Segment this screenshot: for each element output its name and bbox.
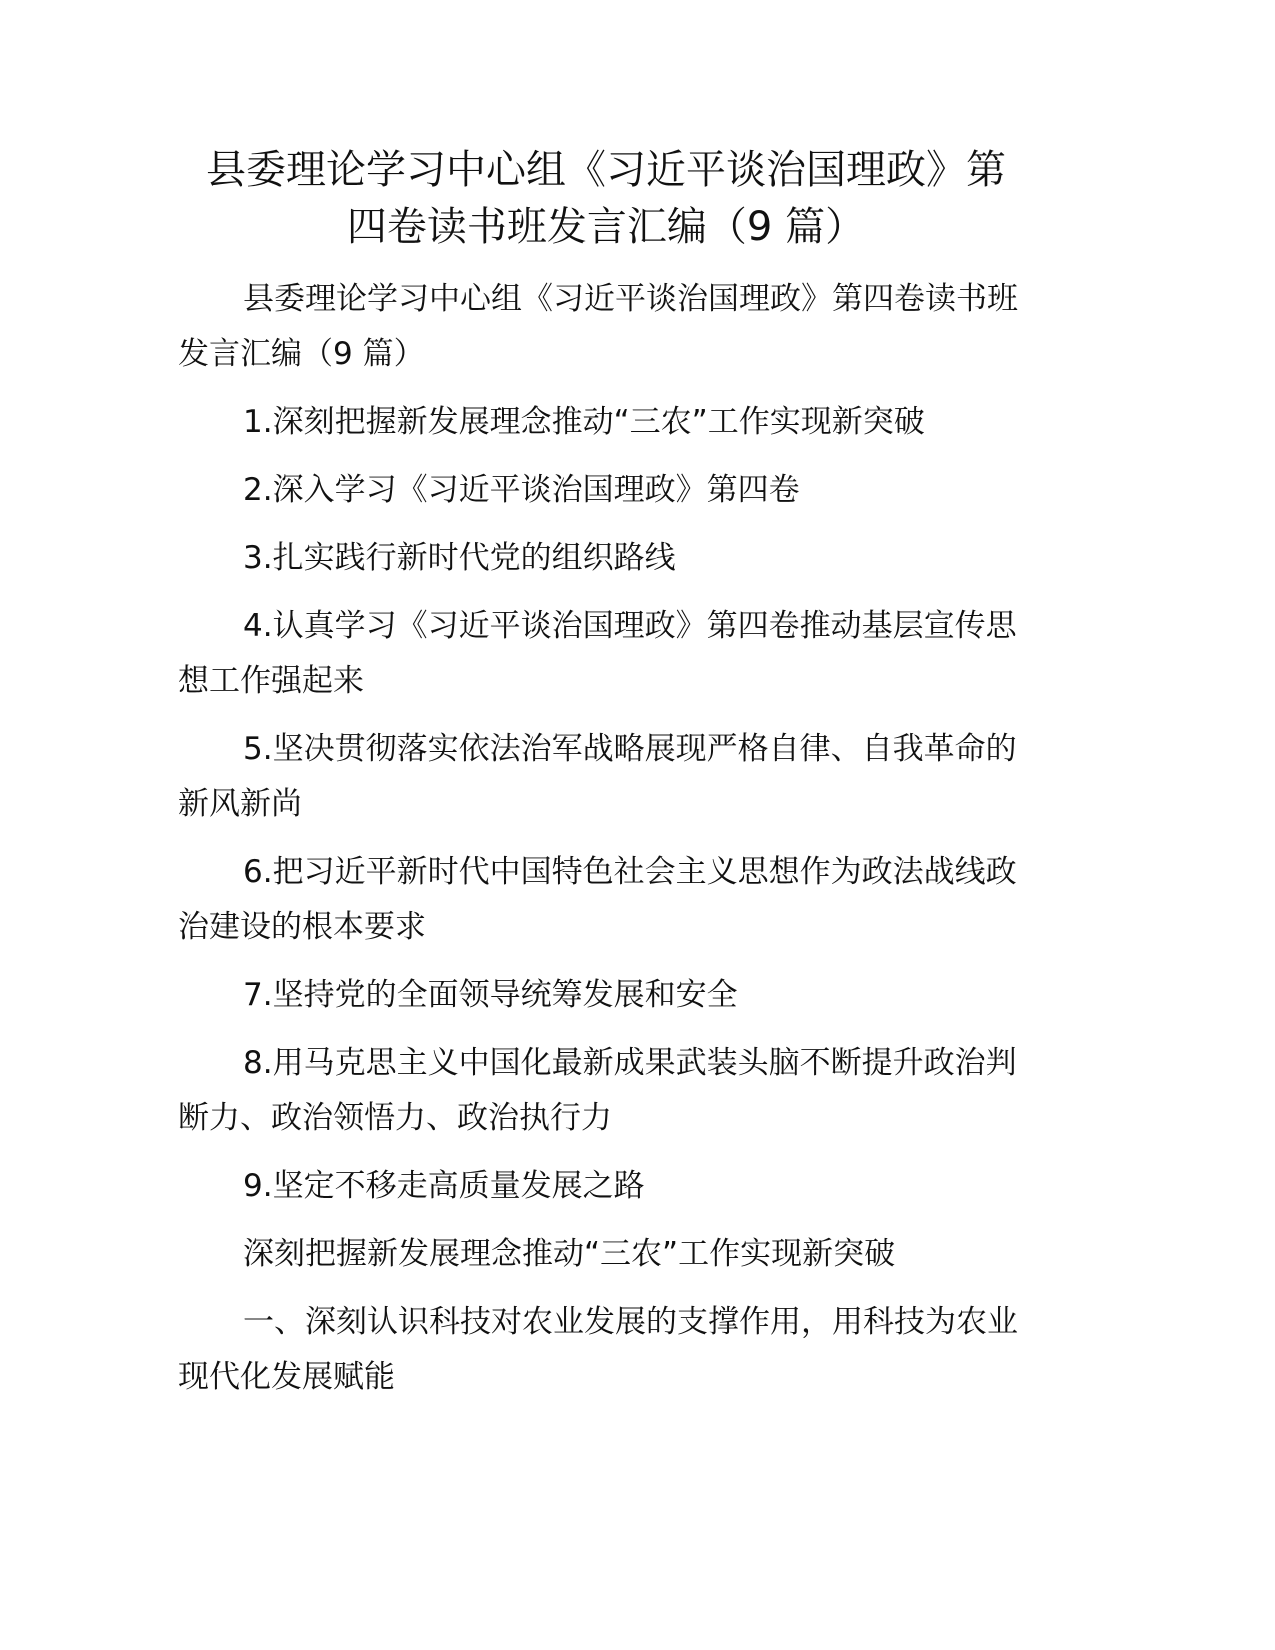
- paragraph: [178, 463, 1048, 518]
- paragraph-line: 发言汇编（9 篇）: [178, 336, 425, 372]
- paragraph-line: 现代化发展赋能: [178, 1359, 395, 1395]
- paragraph-line: 7.坚持党的全面领导统筹发展和安全: [243, 977, 738, 1013]
- paragraph-line: 县委理论学习中心组《习近平谈治国理政》第四卷读书班: [243, 281, 1018, 317]
- title-line-1: 县委理论学习中心组《习近平谈治国理政》第: [206, 147, 1006, 193]
- paragraph-line: 想工作强起来: [178, 663, 364, 699]
- paragraph-line: 4.认真学习《习近平谈治国理政》第四卷推动基层宣传思: [243, 608, 1017, 644]
- paragraph-line: 3.扎实践行新时代党的组织路线: [243, 540, 676, 576]
- paragraph: [178, 722, 1048, 832]
- paragraph: [178, 1227, 1048, 1282]
- paragraph: [178, 395, 1048, 450]
- paragraph-line: 1.深刻把握新发展理念推动“三农”工作实现新突破: [243, 404, 925, 440]
- title-line-2: 四卷读书班发言汇编（9 篇）: [346, 204, 866, 250]
- paragraph: [178, 1159, 1048, 1214]
- paragraph-line: 5.坚决贯彻落实依法治军战略展现严格自律、自我革命的: [243, 731, 1017, 767]
- paragraph: [178, 968, 1048, 1023]
- paragraph-line: 6.把习近平新时代中国特色社会主义思想作为政法战线政: [243, 854, 1017, 890]
- paragraph: [178, 531, 1048, 586]
- paragraph-line: 断力、政治领悟力、政治执行力: [178, 1100, 612, 1136]
- paragraph-line: 2.深入学习《习近平谈治国理政》第四卷: [243, 472, 800, 508]
- paragraph-line: 深刻把握新发展理念推动“三农”工作实现新突破: [243, 1236, 896, 1272]
- paragraph-line: 8.用马克思主义中国化最新成果武装头脑不断提升政治判: [243, 1045, 1017, 1081]
- document-body: [178, 272, 1048, 1418]
- paragraph-line: 一、深刻认识科技对农业发展的支撑作用，用科技为农业: [243, 1304, 1018, 1340]
- paragraph: [178, 845, 1048, 955]
- document-title: [0, 142, 1212, 256]
- paragraph-line: 治建设的根本要求: [178, 909, 426, 945]
- paragraph: [178, 1036, 1048, 1146]
- paragraph-line: 新风新尚: [178, 786, 302, 822]
- paragraph: [178, 1295, 1048, 1405]
- paragraph: [178, 599, 1048, 709]
- paragraph-line: 9.坚定不移走高质量发展之路: [243, 1168, 645, 1204]
- paragraph: [178, 272, 1048, 382]
